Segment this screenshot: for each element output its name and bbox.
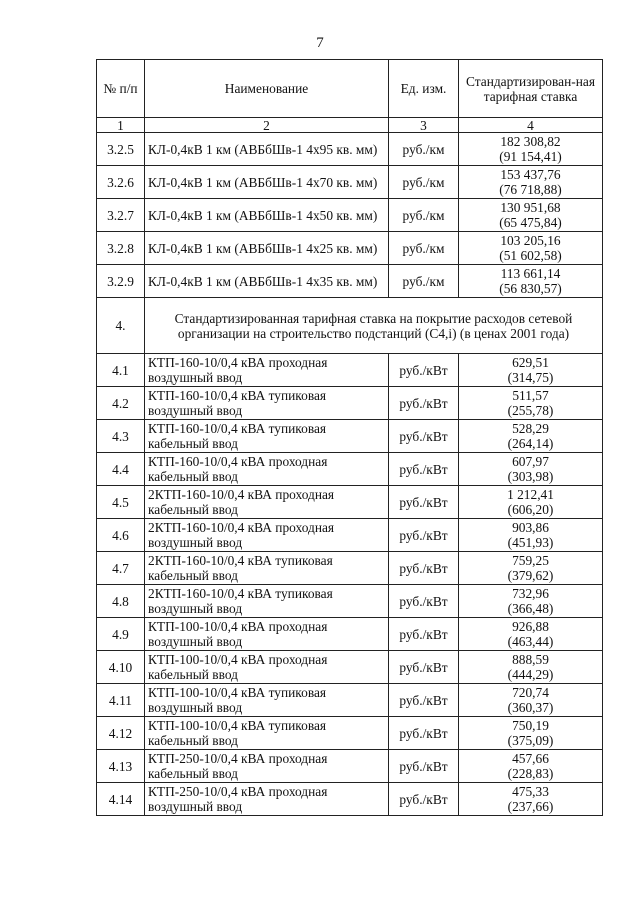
rate-value-secondary: (314,75)	[507, 370, 554, 385]
row-unit: руб./км	[389, 265, 459, 298]
row-name: КТП-160-10/0,4 кВА тупиковая воздушный ввод	[145, 387, 389, 420]
row-name: КЛ-0,4кВ 1 км (АВБбШв-1 4х25 кв. мм)	[145, 232, 389, 265]
column-index: 3	[389, 118, 459, 133]
row-rate	[459, 265, 603, 298]
column-index: 4	[459, 118, 603, 133]
rate-value-secondary: (76 718,88)	[499, 182, 562, 197]
rate-value-secondary: (366,48)	[507, 601, 554, 616]
rate-value-secondary: (451,93)	[507, 535, 554, 550]
section-number: 4.	[97, 298, 145, 354]
rate-value-secondary: (264,14)	[507, 436, 554, 451]
rate-value: 113 661,14	[500, 266, 561, 281]
row-rate	[459, 783, 603, 816]
rate-value: 182 308,82	[500, 134, 561, 149]
row-unit: руб./кВт	[389, 750, 459, 783]
tariff-table	[96, 59, 603, 816]
table-row	[97, 387, 603, 420]
row-rate	[459, 750, 603, 783]
row-unit: руб./кВт	[389, 684, 459, 717]
row-name: КТП-160-10/0,4 кВА тупиковая кабельный ввод	[145, 420, 389, 453]
table-row	[97, 486, 603, 519]
table-row	[97, 717, 603, 750]
row-number: 4.5	[97, 486, 145, 519]
rate-value: 903,86	[512, 520, 549, 535]
row-unit: руб./кВт	[389, 552, 459, 585]
row-name: 2КТП-160-10/0,4 кВА тупиковая кабельный ввод	[145, 552, 389, 585]
rate-value-secondary: (65 475,84)	[499, 215, 562, 230]
row-number: 4.8	[97, 585, 145, 618]
rate-value: 750,19	[512, 718, 549, 733]
table-row	[97, 133, 603, 166]
table-row	[97, 453, 603, 486]
table-row	[97, 265, 603, 298]
rate-value-secondary: (255,78)	[507, 403, 554, 418]
table-row	[97, 783, 603, 816]
row-rate	[459, 453, 603, 486]
rate-value-secondary: (228,83)	[507, 766, 554, 781]
row-unit: руб./кВт	[389, 354, 459, 387]
rate-value-secondary: (375,09)	[507, 733, 554, 748]
rate-value: 511,57	[512, 388, 549, 403]
rate-value: 130 951,68	[500, 200, 561, 215]
row-rate	[459, 651, 603, 684]
row-name: КТП-100-10/0,4 кВА тупиковая воздушный ввод	[145, 684, 389, 717]
row-number: 3.2.6	[97, 166, 145, 199]
row-number: 4.4	[97, 453, 145, 486]
row-number: 4.2	[97, 387, 145, 420]
row-rate	[459, 717, 603, 750]
row-rate	[459, 199, 603, 232]
column-index: 1	[97, 118, 145, 133]
row-number: 3.2.8	[97, 232, 145, 265]
row-rate	[459, 618, 603, 651]
row-number: 4.12	[97, 717, 145, 750]
row-number: 3.2.7	[97, 199, 145, 232]
header-num: № п/п	[97, 60, 145, 118]
rate-value-secondary: (463,44)	[507, 634, 554, 649]
row-number: 3.2.9	[97, 265, 145, 298]
row-number: 4.10	[97, 651, 145, 684]
row-rate	[459, 519, 603, 552]
row-unit: руб./кВт	[389, 420, 459, 453]
row-unit: руб./км	[389, 232, 459, 265]
row-number: 4.7	[97, 552, 145, 585]
rate-value-secondary: (379,62)	[507, 568, 554, 583]
rate-value-secondary: (360,37)	[507, 700, 554, 715]
row-unit: руб./км	[389, 133, 459, 166]
rate-value: 926,88	[512, 619, 549, 634]
rate-value: 103 205,16	[500, 233, 561, 248]
row-unit: руб./км	[389, 199, 459, 232]
row-name: КЛ-0,4кВ 1 км (АВБбШв-1 4х70 кв. мм)	[145, 166, 389, 199]
row-number: 4.14	[97, 783, 145, 816]
row-name: 2КТП-160-10/0,4 кВА тупиковая воздушный ввод	[145, 585, 389, 618]
rate-value-secondary: (606,20)	[507, 502, 554, 517]
rate-value-secondary: (303,98)	[507, 469, 554, 484]
row-number: 4.13	[97, 750, 145, 783]
row-unit: руб./кВт	[389, 453, 459, 486]
header-name: Наименование	[145, 60, 389, 118]
row-rate	[459, 420, 603, 453]
row-rate	[459, 387, 603, 420]
table-row	[97, 519, 603, 552]
table-row	[97, 651, 603, 684]
row-name: КТП-160-10/0,4 кВА проходная воздушный ввод	[145, 354, 389, 387]
rate-value: 759,25	[512, 553, 549, 568]
header-unit: Ед. изм.	[389, 60, 459, 118]
rate-value: 457,66	[512, 751, 549, 766]
row-name: КЛ-0,4кВ 1 км (АВБбШв-1 4х95 кв. мм)	[145, 133, 389, 166]
row-number: 4.9	[97, 618, 145, 651]
rate-value-secondary: (91 154,41)	[499, 149, 562, 164]
page-number: 7	[316, 35, 324, 51]
row-unit: руб./кВт	[389, 387, 459, 420]
row-number: 4.1	[97, 354, 145, 387]
rate-value-secondary: (56 830,57)	[499, 281, 562, 296]
rate-value: 720,74	[512, 685, 549, 700]
column-index: 2	[145, 118, 389, 133]
rate-value: 528,29	[512, 421, 549, 436]
row-rate	[459, 486, 603, 519]
row-unit: руб./кВт	[389, 651, 459, 684]
rate-value: 475,33	[512, 784, 549, 799]
row-rate	[459, 354, 603, 387]
row-number: 4.3	[97, 420, 145, 453]
table-row	[97, 232, 603, 265]
rate-value: 1 212,41	[507, 487, 554, 502]
section-row	[97, 298, 603, 354]
table-row	[97, 552, 603, 585]
row-rate	[459, 166, 603, 199]
row-unit: руб./кВт	[389, 519, 459, 552]
row-rate	[459, 552, 603, 585]
table-row	[97, 199, 603, 232]
row-unit: руб./кВт	[389, 585, 459, 618]
row-name: КТП-100-10/0,4 кВА проходная кабельный ввод	[145, 651, 389, 684]
table-row	[97, 166, 603, 199]
row-rate	[459, 684, 603, 717]
rate-value: 629,51	[512, 355, 549, 370]
section-title: Стандартизированная тарифная ставка на покрытие расходов сетевой организации на строительство подстанций (С4,i) (в ценах 2001 года)	[145, 298, 603, 354]
rate-value-secondary: (51 602,58)	[499, 248, 562, 263]
rate-value-secondary: (444,29)	[507, 667, 554, 682]
row-number: 4.11	[97, 684, 145, 717]
row-number: 4.6	[97, 519, 145, 552]
rate-value-secondary: (237,66)	[507, 799, 554, 814]
header-rate: Стандартизирован-ная тарифная ставка	[459, 60, 603, 118]
row-unit: руб./км	[389, 166, 459, 199]
rate-value: 153 437,76	[500, 167, 561, 182]
row-name: КТП-160-10/0,4 кВА проходная кабельный ввод	[145, 453, 389, 486]
row-name: КТП-100-10/0,4 кВА тупиковая кабельный ввод	[145, 717, 389, 750]
row-name: 2КТП-160-10/0,4 кВА проходная воздушный ввод	[145, 519, 389, 552]
table-row	[97, 420, 603, 453]
row-name: КТП-250-10/0,4 кВА проходная кабельный ввод	[145, 750, 389, 783]
rate-value: 888,59	[512, 652, 549, 667]
row-rate	[459, 133, 603, 166]
row-name: КТП-250-10/0,4 кВА проходная воздушный ввод	[145, 783, 389, 816]
table-row	[97, 585, 603, 618]
row-unit: руб./кВт	[389, 783, 459, 816]
table-row	[97, 750, 603, 783]
tariff-table-body	[97, 60, 603, 816]
column-index-row	[97, 118, 603, 133]
row-name: КТП-100-10/0,4 кВА проходная воздушный ввод	[145, 618, 389, 651]
row-name: КЛ-0,4кВ 1 км (АВБбШв-1 4х35 кв. мм)	[145, 265, 389, 298]
row-rate	[459, 232, 603, 265]
row-number: 3.2.5	[97, 133, 145, 166]
table-row	[97, 618, 603, 651]
table-row	[97, 354, 603, 387]
row-rate	[459, 585, 603, 618]
table-header-row	[97, 60, 603, 118]
table-row	[97, 684, 603, 717]
rate-value: 732,96	[512, 586, 549, 601]
row-name: КЛ-0,4кВ 1 км (АВБбШв-1 4х50 кв. мм)	[145, 199, 389, 232]
row-unit: руб./кВт	[389, 618, 459, 651]
row-unit: руб./кВт	[389, 486, 459, 519]
row-name: 2КТП-160-10/0,4 кВА проходная кабельный ввод	[145, 486, 389, 519]
row-unit: руб./кВт	[389, 717, 459, 750]
rate-value: 607,97	[512, 454, 549, 469]
